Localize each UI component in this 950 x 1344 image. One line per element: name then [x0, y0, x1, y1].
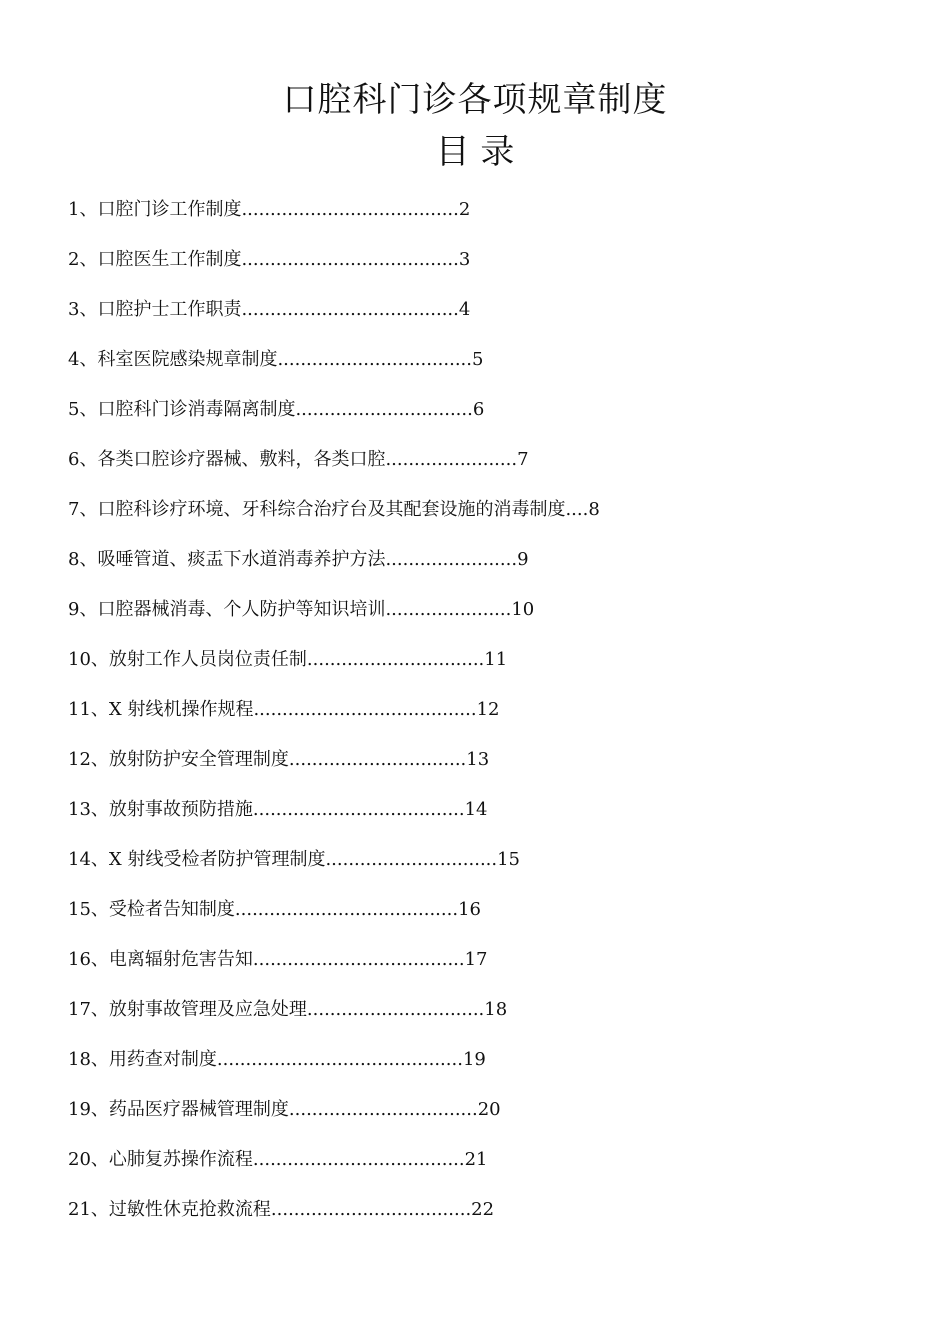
toc-entry[interactable] — [68, 342, 758, 392]
toc-entry-number: 20、 — [68, 1149, 109, 1170]
toc-entry-page-number: 3 — [458, 249, 471, 270]
toc-entry-page-number: 13 — [466, 749, 490, 770]
toc-entry-text — [68, 1192, 494, 1228]
toc-entry-leader-dots: ............................... — [288, 749, 467, 770]
toc-entry-page-number: 6 — [472, 399, 485, 420]
toc-entry[interactable] — [68, 442, 758, 492]
toc-entry[interactable] — [68, 992, 758, 1042]
toc-entry-page-number: 9 — [517, 549, 529, 570]
toc-entry[interactable] — [68, 192, 758, 242]
toc-entry-leader-dots: ....................... — [385, 449, 518, 470]
toc-entry-label: 心肺复苏操作流程 — [108, 1149, 253, 1170]
toc-entry-page-number: 17 — [464, 949, 488, 970]
toc-entry-page-number: 12 — [476, 699, 500, 720]
toc-entry-leader-dots: ..................................... — [252, 799, 465, 820]
toc-entry[interactable] — [68, 742, 758, 792]
toc-entry-leader-dots: .............................. — [325, 849, 498, 870]
toc-entry-text — [68, 1142, 488, 1178]
toc-entry-leader-dots: ....................................... — [253, 699, 477, 720]
toc-entry-number: 3、 — [68, 299, 98, 320]
toc-entry-number: 10、 — [68, 649, 109, 670]
toc-entry-text — [68, 942, 488, 978]
toc-entry-text — [68, 692, 500, 728]
toc-entry[interactable] — [68, 392, 758, 442]
toc-entry-page-number: 10 — [511, 599, 535, 620]
toc-entry[interactable] — [68, 242, 758, 292]
toc-entry-leader-dots: ............................... — [306, 999, 485, 1020]
toc-entry-number: 13、 — [68, 799, 109, 820]
toc-entry-label: 科室医院感染规章制度 — [97, 349, 278, 370]
toc-entry-label: 放射防护安全管理制度 — [108, 749, 289, 770]
toc-entry-leader-dots: ..................................... — [252, 1149, 465, 1170]
toc-entry-leader-dots: ........................................... — [216, 1049, 463, 1070]
toc-entry-page-number: 19 — [462, 1049, 486, 1070]
toc-entry-text — [68, 492, 600, 528]
toc-entry-text — [68, 642, 507, 678]
toc-entry-number: 4、 — [68, 349, 98, 370]
toc-entry[interactable] — [68, 942, 758, 992]
toc-entry[interactable] — [68, 1092, 758, 1142]
toc-entry-text — [68, 592, 534, 628]
toc-entry[interactable] — [68, 492, 758, 542]
toc-entry-text — [68, 792, 488, 828]
toc-entry-number: 7、 — [68, 499, 98, 520]
toc-entry-leader-dots: ...................... — [385, 599, 512, 620]
toc-entry-number: 11、 — [68, 699, 109, 720]
toc-entry-page-number: 2 — [458, 199, 471, 220]
toc-entry-text — [68, 1092, 501, 1128]
toc-entry-page-number: 5 — [472, 349, 484, 370]
toc-entry-label: 用药查对制度 — [108, 1049, 217, 1070]
toc-entry-page-number: 18 — [484, 999, 508, 1020]
toc-entry-number: 19、 — [68, 1099, 109, 1120]
toc-entry-label: 口腔器械消毒、个人防护等知识培训 — [97, 599, 386, 620]
toc-entry-label: 口腔科诊疗环境、牙科综合治疗台及其配套设施的消毒制度 — [97, 499, 566, 520]
toc-entry-label: X 射线受检者防护管理制度 — [108, 849, 326, 870]
toc-entry-label: 口腔医生工作制度 — [97, 249, 242, 270]
toc-entry-page-number: 14 — [464, 799, 488, 820]
toc-entry-text — [68, 342, 483, 378]
toc-entry-number: 18、 — [68, 1049, 109, 1070]
toc-entry-label: 放射工作人员岗位责任制 — [108, 649, 307, 670]
toc-entry-text — [68, 842, 520, 878]
toc-entry[interactable] — [68, 642, 758, 692]
toc-heading: 目 录 — [435, 132, 515, 172]
toc-entry-number: 5、 — [68, 399, 98, 420]
toc-entry-number: 21、 — [68, 1199, 109, 1220]
toc-entry-number: 8、 — [68, 549, 98, 570]
toc-entry-leader-dots: ..................................... — [252, 949, 465, 970]
toc-entry-text — [68, 192, 470, 228]
toc-entry-page-number: 22 — [471, 1199, 495, 1220]
toc-entry[interactable] — [68, 692, 758, 742]
toc-entry-label: 过敏性休克抢救流程 — [108, 1199, 271, 1220]
toc-entry-label: 电离辐射危害告知 — [108, 949, 253, 970]
toc-entry-number: 6、 — [68, 449, 98, 470]
toc-entry-label: 口腔护士工作职责 — [97, 299, 242, 320]
toc-entry[interactable] — [68, 1192, 758, 1242]
toc-entry-text — [68, 542, 529, 578]
toc-entry[interactable] — [68, 892, 758, 942]
toc-entry-label: 口腔科门诊消毒隔离制度 — [97, 399, 296, 420]
toc-entry-leader-dots: ....................... — [385, 549, 518, 570]
toc-entry-leader-dots: ....................................... — [234, 899, 459, 920]
toc-entry-leader-dots: ............................... — [295, 399, 473, 420]
toc-entry[interactable] — [68, 842, 758, 892]
toc-entry[interactable] — [68, 792, 758, 842]
toc-entry-text — [68, 242, 470, 278]
toc-entry-leader-dots: ...................................... — [241, 249, 459, 270]
toc-entry-page-number: 4 — [458, 299, 471, 320]
toc-entry[interactable] — [68, 1042, 758, 1092]
toc-entry-text — [68, 742, 489, 778]
toc-entry[interactable] — [68, 592, 758, 642]
toc-entry-label: 放射事故管理及应急处理 — [108, 999, 307, 1020]
toc-entry-page-number: 11 — [484, 649, 508, 670]
toc-entry-label: 口腔门诊工作制度 — [97, 199, 242, 220]
toc-entry-leader-dots: .... — [565, 499, 589, 520]
toc-entry-text — [68, 442, 529, 478]
toc-entry-page-number: 16 — [458, 899, 481, 920]
toc-entry-label: 放射事故预防措施 — [108, 799, 253, 820]
toc-entry-page-number: 7 — [517, 449, 529, 470]
toc-entry-label: 吸唾管道、痰盂下水道消毒养护方法 — [97, 549, 386, 570]
toc-entry-leader-dots: ............................... — [306, 649, 485, 670]
toc-entry-number: 16、 — [68, 949, 109, 970]
toc-entry[interactable] — [68, 542, 758, 592]
toc-entry-leader-dots: ...................................... — [241, 199, 459, 220]
toc-entry-text — [68, 392, 484, 428]
toc-entry-leader-dots: ................................... — [270, 1199, 472, 1220]
toc-entry-leader-dots: ...................................... — [241, 299, 459, 320]
toc-entry-number: 12、 — [68, 749, 109, 770]
table-of-contents — [68, 192, 758, 1242]
toc-entry-label: 各类口腔诊疗器械、敷料，各类口腔 — [97, 449, 386, 470]
toc-entry-number: 1、 — [68, 199, 98, 220]
toc-entry-text — [68, 892, 481, 928]
toc-entry-text — [68, 1042, 486, 1078]
toc-entry-page-number: 20 — [477, 1099, 501, 1120]
toc-entry-label: 药品医疗器械管理制度 — [108, 1099, 289, 1120]
toc-entry-leader-dots: .................................. — [277, 349, 472, 370]
toc-entry-label: 受检者告知制度 — [108, 899, 235, 920]
toc-entry-label: X 射线机操作规程 — [108, 699, 254, 720]
toc-entry-number: 9、 — [68, 599, 98, 620]
toc-entry-number: 17、 — [68, 999, 109, 1020]
toc-entry-number: 2、 — [68, 249, 98, 270]
toc-entry-page-number: 15 — [497, 849, 521, 870]
toc-entry-number: 15、 — [68, 899, 109, 920]
toc-entry-page-number: 8 — [588, 499, 600, 520]
toc-entry[interactable] — [68, 292, 758, 342]
toc-entry[interactable] — [68, 1142, 758, 1192]
toc-entry-text — [68, 292, 470, 328]
toc-entry-page-number: 21 — [464, 1149, 488, 1170]
toc-entry-leader-dots: ................................. — [288, 1099, 478, 1120]
toc-entry-number: 14、 — [68, 849, 109, 870]
toc-entry-text — [68, 992, 507, 1028]
document-title: 口腔科门诊各项规章制度 — [282, 80, 668, 120]
